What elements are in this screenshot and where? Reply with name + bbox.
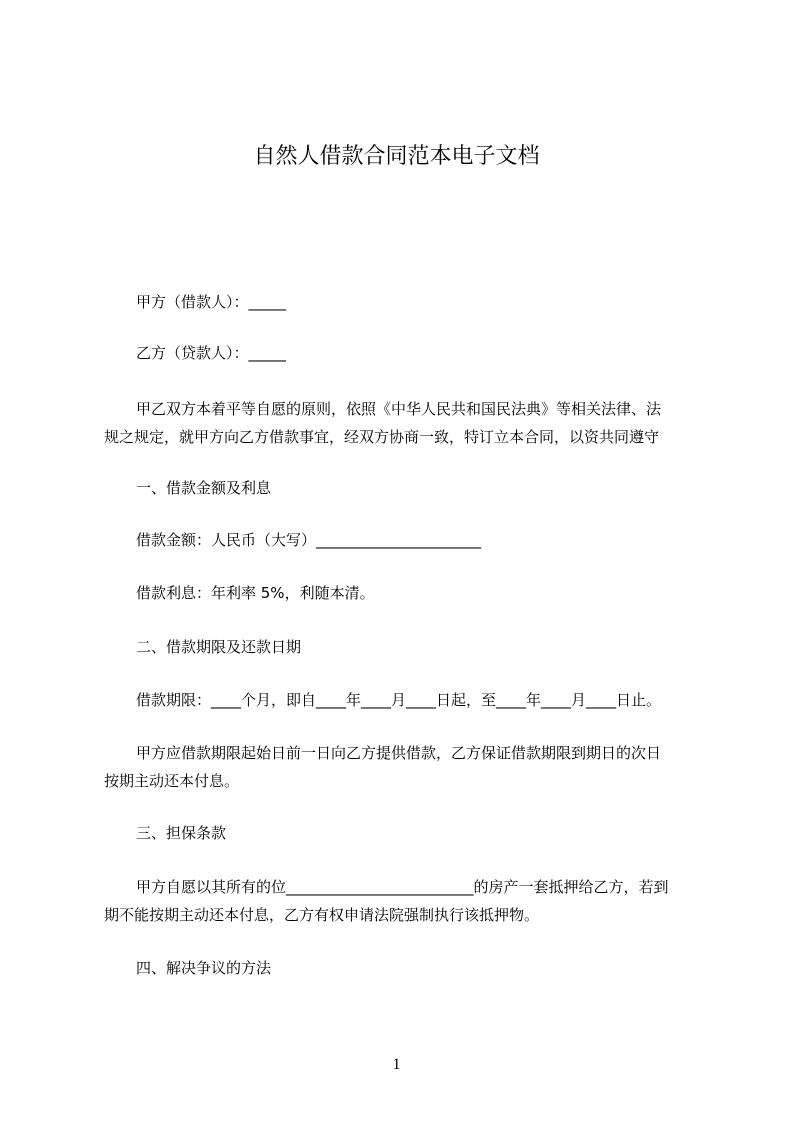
intro-paragraph	[104, 395, 714, 451]
guarantee-line-1: 甲方自愿以其所有的位_________________________的房产一套抵押给乙方，若到	[136, 878, 669, 896]
loan-amount-line: 借款金额：人民币（大写）______________________	[136, 531, 482, 549]
intro-line-2: 规之规定，就甲方向乙方借款事宜，经双方协商一致，特订立本合同，以资共同遵守	[104, 428, 660, 446]
repayment-line-1: 甲方应借款期限起始日前一日向乙方提供借款，乙方保证借款期限到期日的次日	[136, 744, 662, 762]
loan-term-line: 借款期限：____个月，即自____年____月____日起，至____年____月____日止。	[136, 691, 662, 709]
intro-line-1: 甲乙双方本着平等自愿的原则，依照《中华人民共和国民法典》等相关法律、法	[136, 400, 662, 418]
section-1-heading: 一、借款金额及利息	[136, 479, 272, 497]
party-b-line: 乙方（贷款人）：_____	[136, 344, 287, 362]
party-a-line: 甲方（借款人）：_____	[136, 293, 287, 311]
loan-interest-line: 借款利息：年利率 5%，利随本清。	[136, 584, 375, 602]
repayment-line-2: 按期主动还本付息。	[104, 772, 240, 790]
section-2-heading: 二、借款期限及还款日期	[136, 638, 302, 656]
guarantee-line-2: 期不能按期主动还本付息，乙方有权申请法院强制执行该抵押物。	[104, 906, 540, 924]
guarantee-paragraph	[104, 873, 714, 929]
document-title: 自然人借款合同范本电子文档	[253, 144, 540, 169]
repayment-paragraph	[104, 739, 714, 795]
section-4-heading: 四、解决争议的方法	[136, 959, 272, 977]
section-3-heading: 三、担保条款	[136, 824, 227, 842]
page-number: 1	[392, 1056, 401, 1073]
